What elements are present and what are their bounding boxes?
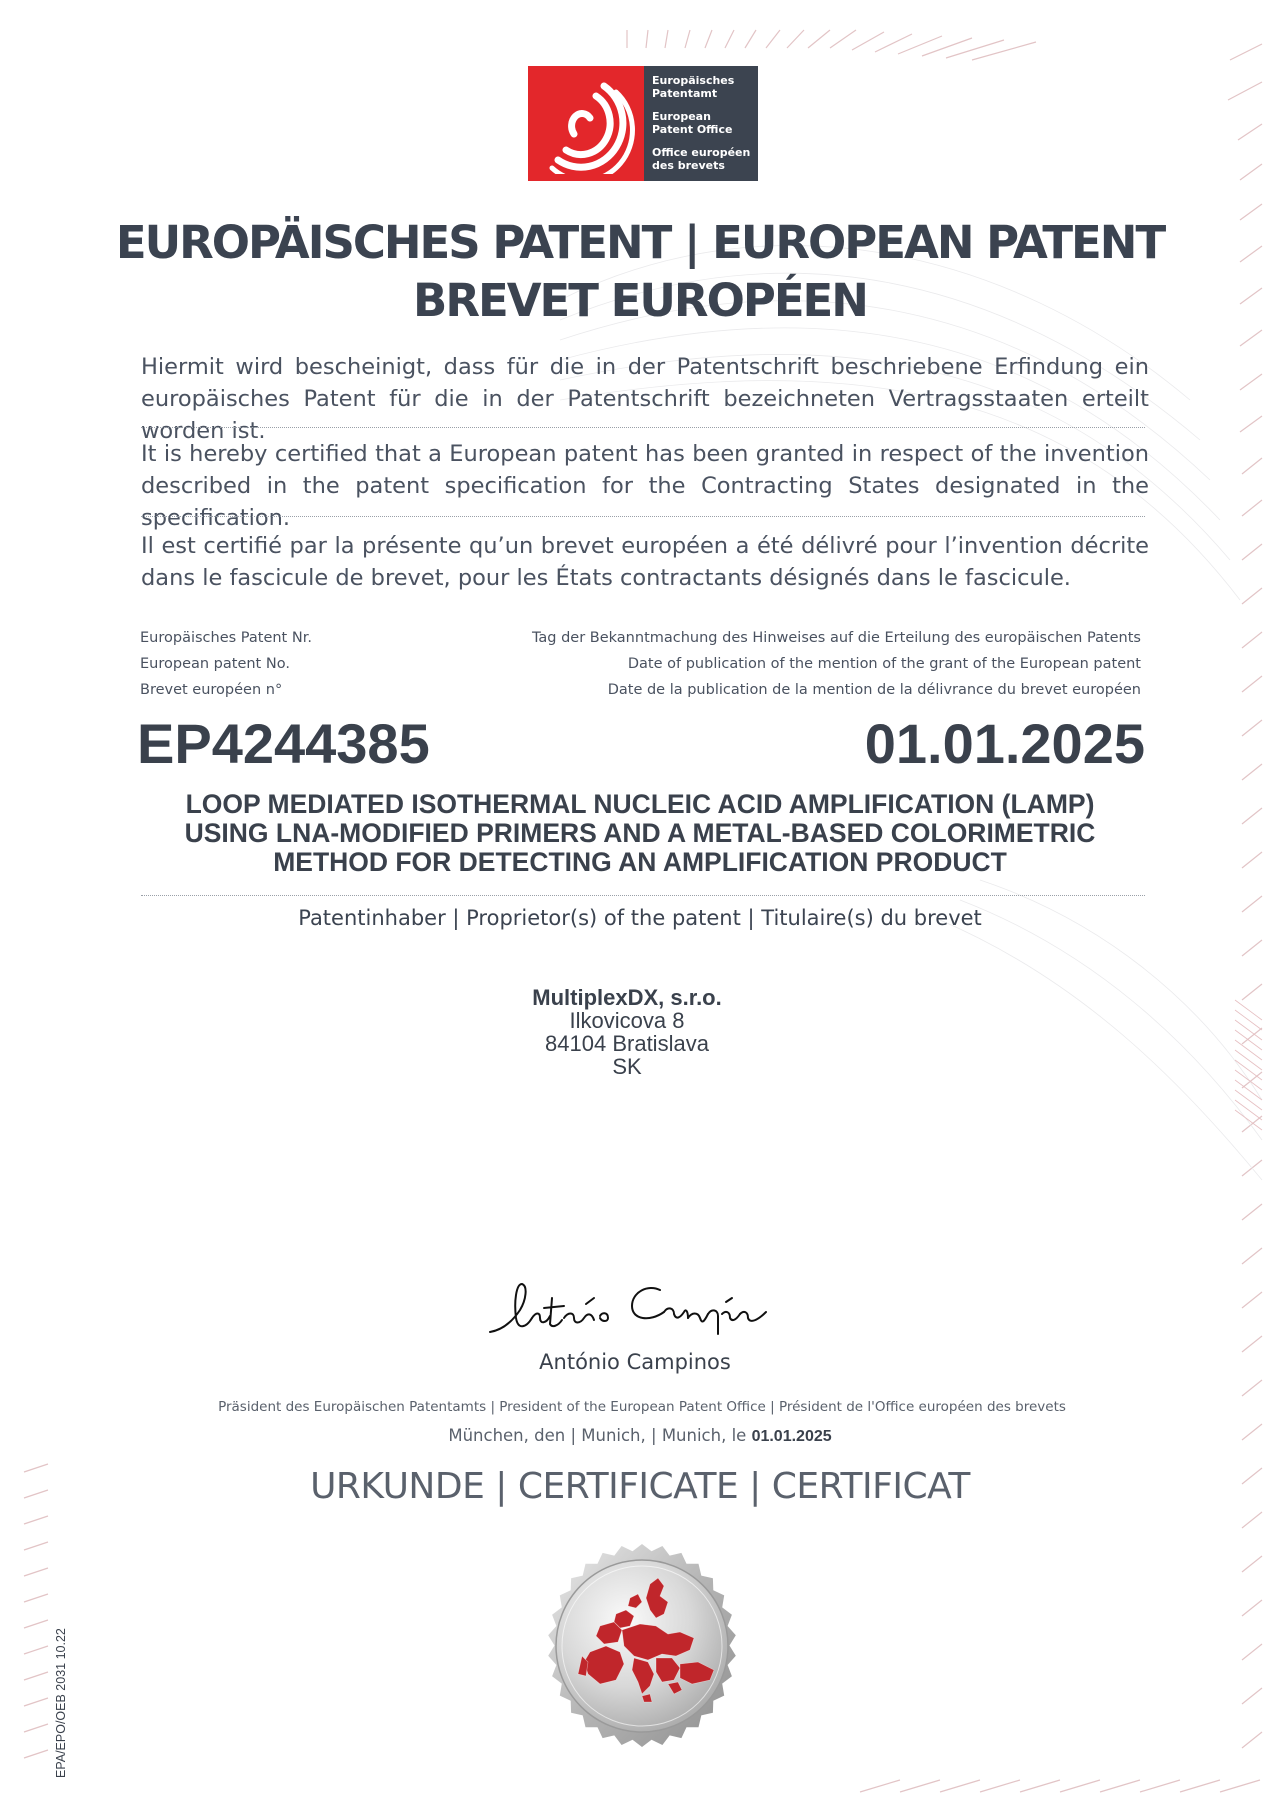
logo-line: des brevets [652, 159, 725, 172]
logo-red-square [528, 66, 644, 181]
signature-date: 01.01.2025 [751, 1428, 832, 1445]
invention-title-line: METHOD FOR DETECTING AN AMPLIFICATION PRODUCT [273, 847, 1007, 877]
document-title-line-2: BREVET EUROPÉEN [413, 274, 867, 327]
invention-title [100, 790, 1180, 877]
separator [141, 895, 1145, 896]
epo-logo [528, 66, 758, 181]
logo-line: Europäisches [652, 74, 735, 87]
certification-text-en: It is hereby certified that a European patent has been granted in respect of the invention described in the patent specification for the Contracting States designated in the specification. [141, 441, 1149, 531]
handwritten-signature [482, 1272, 782, 1342]
logo-text-panel [644, 66, 758, 181]
certificate-heading: URKUNDE | CERTIFICATE | CERTIFICAT [310, 1466, 970, 1507]
epo-arcs-icon [536, 74, 636, 174]
logo-line: Patent Office [652, 123, 733, 136]
invention-title-line: LOOP MEDIATED ISOTHERMAL NUCLEIC ACID AMPLIFICATION (LAMP) [185, 789, 1095, 819]
logo-line: Office européen [652, 146, 751, 159]
form-code: EPA/EPO/OEB 2031 10.22 [54, 1628, 68, 1778]
patent-number-label-fr: Brevet européen n° [140, 682, 283, 698]
publication-date: 01.01.2025 [864, 712, 1145, 775]
patent-number-label-de: Europäisches Patent Nr. [140, 630, 312, 646]
proprietor-name: MultiplexDX, s.r.o. [532, 985, 722, 1010]
certification-text-fr: Il est certifié par la présente qu’un brevet européen a été délivré pour l’invention décrite dans le fascicule de brevet, pour les États contractants désignés dans le fascicule. [141, 533, 1149, 591]
signatory-name: António Campinos [539, 1350, 731, 1374]
invention-title-line: USING LNA-MODIFIED PRIMERS AND A METAL-BASED COLORIMETRIC [184, 818, 1096, 848]
proprietor-country: SK [612, 1054, 642, 1079]
publication-date-label-fr: Date de la publication de la mention de la délivrance du brevet européen [607, 682, 1141, 698]
separator [141, 427, 1145, 428]
document-title-line-1: EUROPÄISCHES PATENT | EUROPEAN PATENT [115, 216, 1165, 269]
publication-date-label-de: Tag der Bekanntmachung des Hinweises auf die Erteilung des europäischen Patents [531, 630, 1141, 646]
proprietor-address [0, 986, 1254, 1078]
signatory-role: Präsident des Europäischen Patentamts | President of the European Patent Office | Président de l'Office européen des brevets [218, 1399, 1066, 1415]
logo-line: European [652, 110, 711, 123]
logo-line: Patentamt [652, 87, 718, 100]
patent-number: EP4244385 [137, 712, 430, 775]
publication-date-labels [532, 625, 1141, 703]
place-and-date [0, 1426, 1280, 1446]
proprietor-city: 84104 Bratislava [545, 1031, 709, 1056]
certification-text-de: Hiermit wird bescheinigt, dass für die in der Patentschrift beschriebene Erfindung ein europäisches Patent für die in der Patentschrift bezeichneten Vertragsstaaten erteilt worden ist. [141, 354, 1149, 444]
separator [141, 516, 1145, 517]
place-prefix: München, den | Munich, | Munich, le [448, 1426, 747, 1445]
proprietor-heading: Patentinhaber | Proprietor(s) of the patent | Titulaire(s) du brevet [298, 906, 982, 930]
publication-date-label-en: Date of publication of the mention of the grant of the European patent [627, 656, 1141, 672]
patent-number-label-en: European patent No. [140, 656, 290, 672]
europe-map-seal-icon [530, 1534, 754, 1758]
proprietor-street: Ilkovicova 8 [569, 1008, 685, 1033]
patent-number-labels [140, 625, 312, 703]
